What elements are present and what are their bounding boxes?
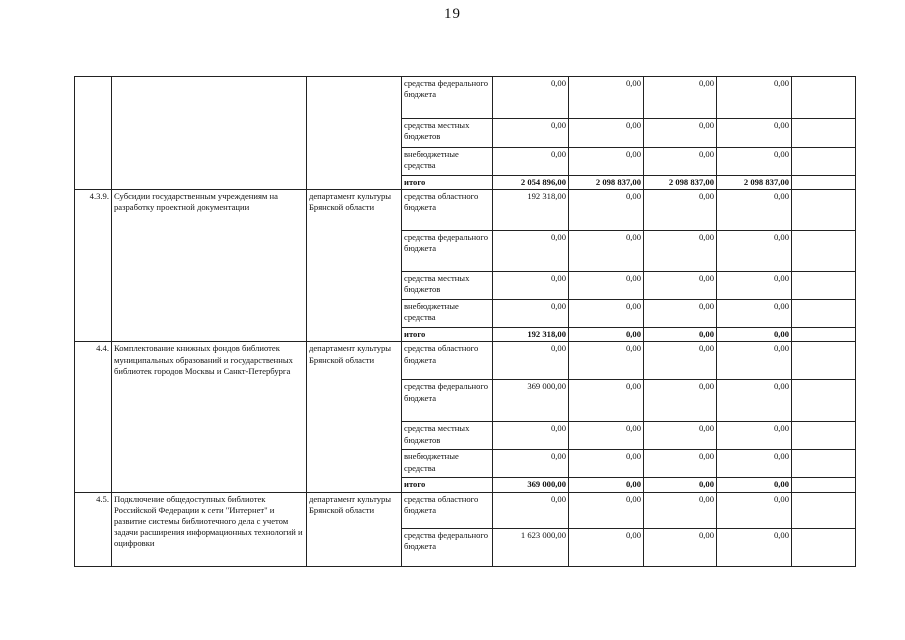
amount-year-1: 0,00 — [493, 119, 569, 148]
amount-year-2: 2 098 837,00 — [569, 176, 644, 190]
empty-column — [792, 190, 856, 231]
amount-year-1: 2 054 896,00 — [493, 176, 569, 190]
item-name — [112, 77, 307, 190]
amount-year-1: 0,00 — [493, 231, 569, 272]
amount-year-4: 0,00 — [717, 231, 792, 272]
funding-source: средства местных бюджетов — [402, 272, 493, 300]
amount-year-2: 0,00 — [569, 478, 644, 492]
amount-year-4: 0,00 — [717, 190, 792, 231]
amount-year-1: 0,00 — [493, 148, 569, 176]
item-code: 4.5. — [75, 492, 112, 566]
funding-source: средства федерального бюджета — [402, 231, 493, 272]
table-row — [75, 190, 856, 231]
item-name: Комплектование книжных фондов библиотек муниципальных образований и государственных библиотек городов Москвы и Санкт-Петербурга — [112, 342, 307, 492]
amount-year-3: 0,00 — [644, 119, 717, 148]
amount-year-3: 0,00 — [644, 342, 717, 380]
item-executor: департамент культуры Брянской области — [307, 492, 402, 566]
amount-year-4: 0,00 — [717, 492, 792, 528]
amount-year-2: 0,00 — [569, 450, 644, 478]
empty-column — [792, 300, 856, 328]
amount-year-4: 0,00 — [717, 478, 792, 492]
amount-year-3: 0,00 — [644, 77, 717, 119]
empty-column — [792, 528, 856, 566]
empty-column — [792, 328, 856, 342]
amount-year-2: 0,00 — [569, 492, 644, 528]
empty-column — [792, 119, 856, 148]
amount-year-3: 0,00 — [644, 231, 717, 272]
amount-year-1: 1 623 000,00 — [493, 528, 569, 566]
empty-column — [792, 77, 856, 119]
amount-year-1: 192 318,00 — [493, 190, 569, 231]
amount-year-4: 0,00 — [717, 119, 792, 148]
funding-source: средства федерального бюджета — [402, 528, 493, 566]
table-row — [75, 342, 856, 380]
amount-year-1: 369 000,00 — [493, 478, 569, 492]
amount-year-2: 0,00 — [569, 422, 644, 450]
amount-year-1: 0,00 — [493, 492, 569, 528]
budget-table — [74, 76, 856, 567]
empty-column — [792, 492, 856, 528]
amount-year-4: 0,00 — [717, 272, 792, 300]
amount-year-1: 0,00 — [493, 422, 569, 450]
amount-year-3: 0,00 — [644, 478, 717, 492]
amount-year-3: 0,00 — [644, 528, 717, 566]
funding-source: средства федерального бюджета — [402, 77, 493, 119]
amount-year-1: 0,00 — [493, 272, 569, 300]
item-executor: департамент культуры Брянской области — [307, 190, 402, 342]
amount-year-1: 0,00 — [493, 450, 569, 478]
empty-column — [792, 478, 856, 492]
empty-column — [792, 176, 856, 190]
amount-year-3: 0,00 — [644, 300, 717, 328]
funding-source: средства местных бюджетов — [402, 422, 493, 450]
item-executor: департамент культуры Брянской области — [307, 342, 402, 492]
amount-year-2: 0,00 — [569, 119, 644, 148]
amount-year-1: 0,00 — [493, 77, 569, 119]
amount-year-4: 0,00 — [717, 528, 792, 566]
amount-year-3: 0,00 — [644, 190, 717, 231]
amount-year-3: 0,00 — [644, 148, 717, 176]
empty-column — [792, 272, 856, 300]
table-row — [75, 77, 856, 119]
funding-source: итого — [402, 176, 493, 190]
amount-year-4: 0,00 — [717, 148, 792, 176]
amount-year-2: 0,00 — [569, 380, 644, 422]
amount-year-1: 192 318,00 — [493, 328, 569, 342]
item-executor — [307, 77, 402, 190]
funding-source: итого — [402, 328, 493, 342]
page-number: 19 — [444, 6, 461, 22]
item-name: Подключение общедоступных библиотек Российской Федерации к сети "Интернет" и развитие системы библиотечного дела с учетом задачи расширения информационных технологий и оцифровки — [112, 492, 307, 566]
amount-year-2: 0,00 — [569, 300, 644, 328]
amount-year-3: 0,00 — [644, 328, 717, 342]
empty-column — [792, 231, 856, 272]
amount-year-1: 369 000,00 — [493, 380, 569, 422]
empty-column — [792, 380, 856, 422]
amount-year-4: 0,00 — [717, 77, 792, 119]
table-row — [75, 492, 856, 528]
empty-column — [792, 450, 856, 478]
amount-year-1: 0,00 — [493, 300, 569, 328]
funding-source: средства местных бюджетов — [402, 119, 493, 148]
funding-source: внебюджетные средства — [402, 450, 493, 478]
funding-source: средства областного бюджета — [402, 190, 493, 231]
amount-year-3: 2 098 837,00 — [644, 176, 717, 190]
amount-year-4: 0,00 — [717, 450, 792, 478]
item-code: 4.3.9. — [75, 190, 112, 342]
amount-year-4: 0,00 — [717, 328, 792, 342]
amount-year-4: 0,00 — [717, 422, 792, 450]
funding-source: внебюджетные средства — [402, 148, 493, 176]
amount-year-3: 0,00 — [644, 422, 717, 450]
amount-year-2: 0,00 — [569, 342, 644, 380]
amount-year-2: 0,00 — [569, 231, 644, 272]
amount-year-2: 0,00 — [569, 328, 644, 342]
amount-year-3: 0,00 — [644, 272, 717, 300]
funding-source: средства федерального бюджета — [402, 380, 493, 422]
amount-year-4: 2 098 837,00 — [717, 176, 792, 190]
amount-year-3: 0,00 — [644, 492, 717, 528]
empty-column — [792, 342, 856, 380]
amount-year-2: 0,00 — [569, 272, 644, 300]
amount-year-2: 0,00 — [569, 77, 644, 119]
item-code: 4.4. — [75, 342, 112, 492]
amount-year-3: 0,00 — [644, 450, 717, 478]
funding-source: средства областного бюджета — [402, 492, 493, 528]
amount-year-4: 0,00 — [717, 380, 792, 422]
empty-column — [792, 148, 856, 176]
funding-source: итого — [402, 478, 493, 492]
item-name: Субсидии государственным учреждениям на разработку проектной документации — [112, 190, 307, 342]
amount-year-2: 0,00 — [569, 528, 644, 566]
amount-year-2: 0,00 — [569, 148, 644, 176]
item-code — [75, 77, 112, 190]
amount-year-4: 0,00 — [717, 300, 792, 328]
amount-year-2: 0,00 — [569, 190, 644, 231]
amount-year-3: 0,00 — [644, 380, 717, 422]
funding-source: средства областного бюджета — [402, 342, 493, 380]
amount-year-1: 0,00 — [493, 342, 569, 380]
amount-year-4: 0,00 — [717, 342, 792, 380]
empty-column — [792, 422, 856, 450]
funding-source: внебюджетные средства — [402, 300, 493, 328]
